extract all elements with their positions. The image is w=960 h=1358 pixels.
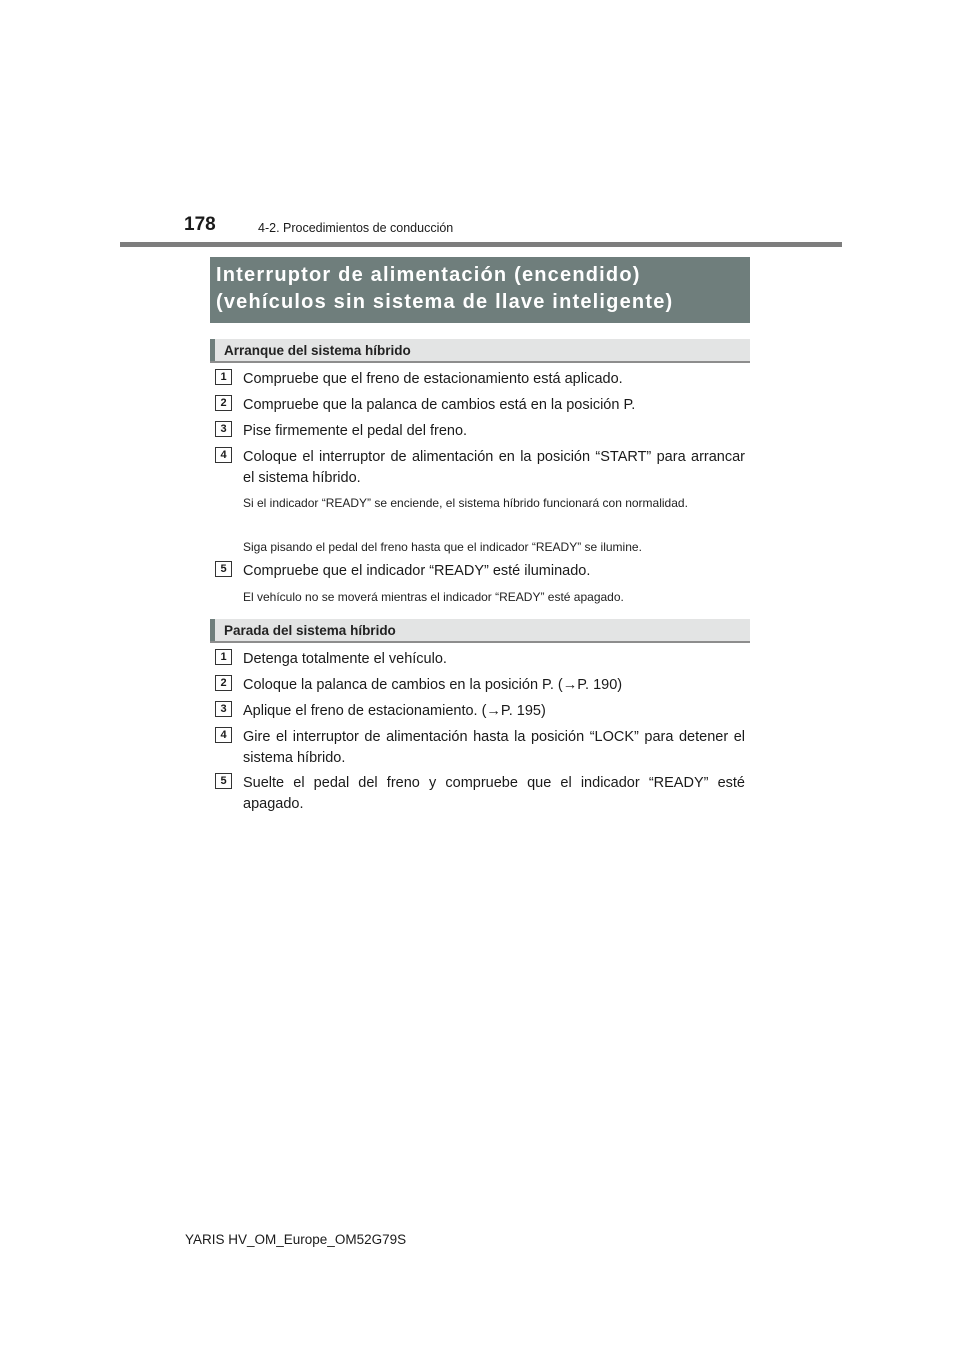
header-rule — [120, 242, 842, 247]
section-path: 4-2. Procedimientos de conducción — [258, 221, 454, 235]
step-text: Pise firmemente el pedal del freno. — [243, 423, 468, 439]
step-text: Suelte el pedal del freno y compruebe que el indicador “READY” esté apagado. — [243, 775, 745, 812]
step-text: Gire el interruptor de alimentación hasta la posición “LOCK” para detener el sistema híbrido. — [243, 729, 745, 766]
note-text: Si el indicador “READY” se enciende, el sistema híbrido funcionará con normalidad. — [243, 496, 688, 510]
start-section-heading — [210, 339, 750, 363]
step-badge: 1 — [215, 649, 232, 665]
step-badge: 4 — [215, 447, 232, 463]
step-badge: 2 — [215, 675, 232, 691]
start-section-heading-label: Arranque del sistema híbrido — [224, 343, 411, 358]
note-text: Siga pisando el pedal del freno hasta que el indicador “READY” se ilumine. — [243, 540, 642, 554]
heading-accent — [210, 619, 215, 641]
step-text: Aplique el freno de estacionamiento. (→P. 195) — [243, 703, 546, 719]
footer-code: YARIS HV_OM_Europe_OM52G79S — [185, 1232, 407, 1247]
page-title — [210, 257, 750, 323]
step-text: Detenga totalmente el vehículo. — [243, 651, 447, 667]
page-title-line-1: Interruptor de alimentación (encendido) — [216, 264, 641, 286]
step-text: Compruebe que el freno de estacionamiento está aplicado. — [243, 371, 623, 387]
step-badge: 1 — [215, 369, 232, 385]
step-text: Compruebe que la palanca de cambios está en la posición P. — [243, 397, 636, 413]
step-text: Compruebe que el indicador “READY” esté iluminado. — [243, 563, 591, 579]
step-badge: 3 — [215, 701, 232, 717]
page-number: 178 — [184, 214, 216, 235]
note-text: El vehículo no se moverá mientras el indicador “READY” esté apagado. — [243, 590, 624, 604]
page-title-line-2: (vehículos sin sistema de llave inteligente) — [216, 291, 674, 313]
stop-section-heading — [210, 619, 750, 643]
step-badge: 2 — [215, 395, 232, 411]
step-badge: 3 — [215, 421, 232, 437]
step-text: Coloque la palanca de cambios en la posición P. (→P. 190) — [243, 677, 623, 693]
step-badge: 5 — [215, 773, 232, 789]
step-badge: 4 — [215, 727, 232, 743]
stop-section-heading-label: Parada del sistema híbrido — [224, 623, 396, 638]
step-text: Coloque el interruptor de alimentación en la posición “START” para arrancar el sistema híbrido. — [243, 449, 745, 486]
heading-accent — [210, 339, 215, 361]
step-badge: 5 — [215, 561, 232, 577]
